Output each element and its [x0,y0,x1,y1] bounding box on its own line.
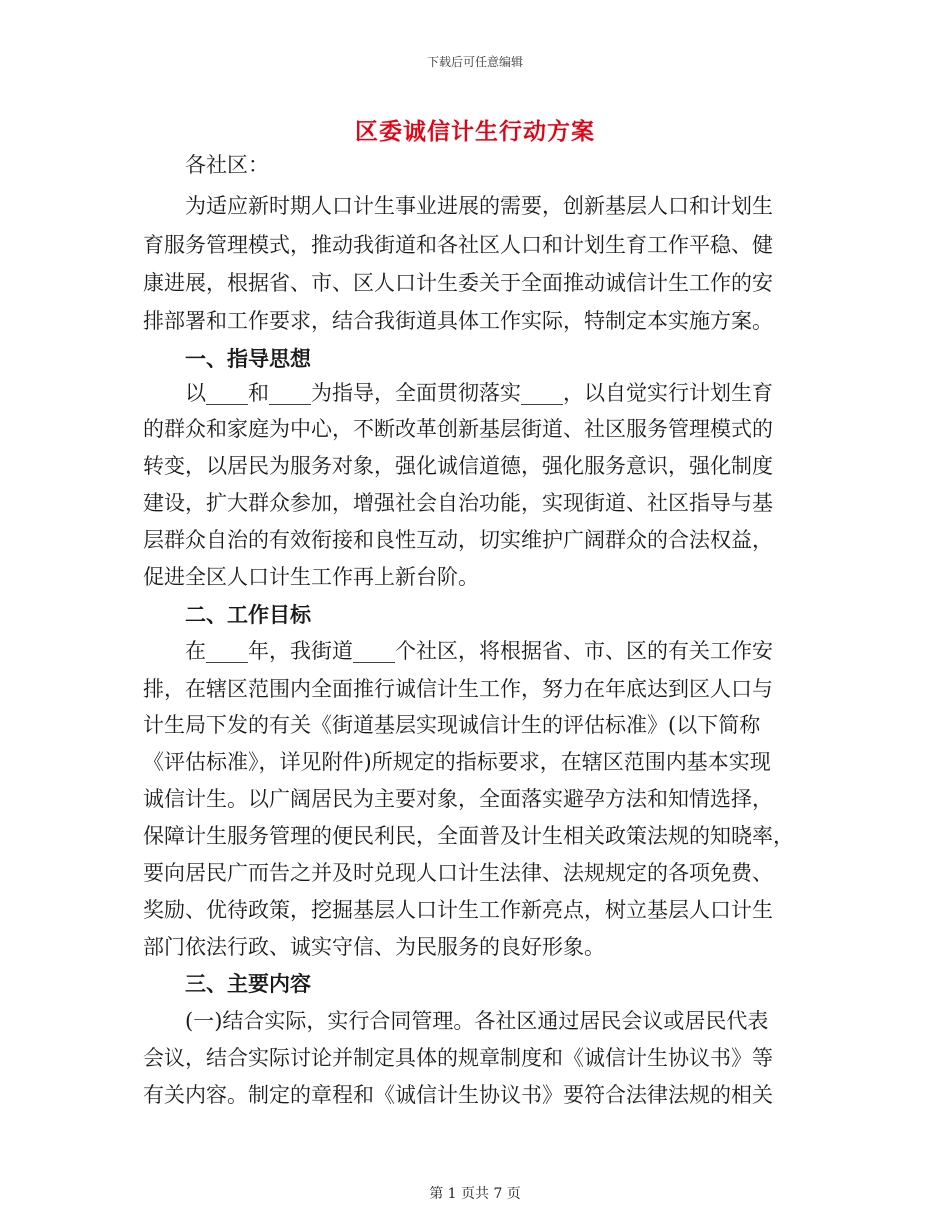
document-title: 区委诚信计生行动方案 [355,118,595,145]
paragraph-line: 转变，以居民为服务对象，强化诚信道德，强化服务意识，强化制度 [143,454,773,478]
paragraph-line: 以____和____为指导，全面贯彻落实____，以自觉实行计划生育 [185,381,773,405]
page-header-note: 下载后可任意编辑 [426,55,523,69]
paragraph-line: 会议，结合实际讨论并制定具体的规章制度和《诚信计生协议书》等 [143,1046,773,1070]
paragraph-line: 建设，扩大群众参加，增强社会自治功能，实现街道、社区指导与基 [143,491,773,515]
paragraph-line: 计生局下发的有关《街道基层实现诚信计生的评估标准》(以下简称 [143,713,761,737]
paragraph-line: 诚信计生。以广阔居民为主要对象，全面落实避孕方法和知情选择， [143,787,773,811]
paragraph-line: 有关内容。制定的章程和《诚信计生协议书》要符合法律法规的相关 [143,1083,773,1107]
paragraph-line: 部门依法行政、诚实守信、为民服务的良好形象。 [143,935,605,959]
paragraph-line: 层群众自治的有效衔接和良性互动，切实维护广阔群众的合法权益， [143,528,773,552]
section-heading: 一、指导思想 [185,346,311,371]
paragraph-line: 促进全区人口计生工作再上新台阶。 [143,565,479,589]
paragraph-line: 康进展，根据省、市、区人口计生委关于全面推动诚信计生工作的安 [143,271,773,295]
section-heading: 三、主要内容 [185,971,311,996]
paragraph-line: 《评估标准》，详见附件)所规定的指标要求，在辖区范围内基本实现 [143,750,771,774]
paragraph-line: 要向居民广而告之并及时兑现人口计生法律、法规规定的各项免费、 [143,861,773,885]
paragraph-line: 为适应新时期人口计生事业进展的需要，创新基层人口和计划生 [185,194,773,218]
paragraph-line: 的群众和家庭为中心，不断改革创新基层街道、社区服务管理模式的 [143,417,773,441]
paragraph-line: 育服务管理模式，推动我街道和各社区人口和计划生育工作平稳、健 [143,233,773,257]
salutation: 各社区： [185,153,269,177]
paragraph-line: 排，在辖区范围内全面推行诚信计生工作，努力在年底达到区人口与 [143,677,773,701]
page-number: 第 1 页共 7 页 [429,1186,521,1202]
paragraph-line: (一)结合实际，实行合同管理。各社区通过居民会议或居民代表 [185,1009,769,1033]
paragraph-line: 奖励、优待政策，挖掘基层人口计生工作新亮点，树立基层人口计生 [143,898,773,922]
paragraph-line: 在____年，我街道____个社区，将根据省、市、区的有关工作安 [185,639,773,663]
paragraph-line: 排部署和工作要求，结合我街道具体工作实际，特制定本实施方案。 [143,309,773,333]
paragraph-line: 保障计生服务管理的便民利民，全面普及计生相关政策法规的知晓率， [143,824,794,848]
section-heading: 二、工作目标 [185,602,311,627]
